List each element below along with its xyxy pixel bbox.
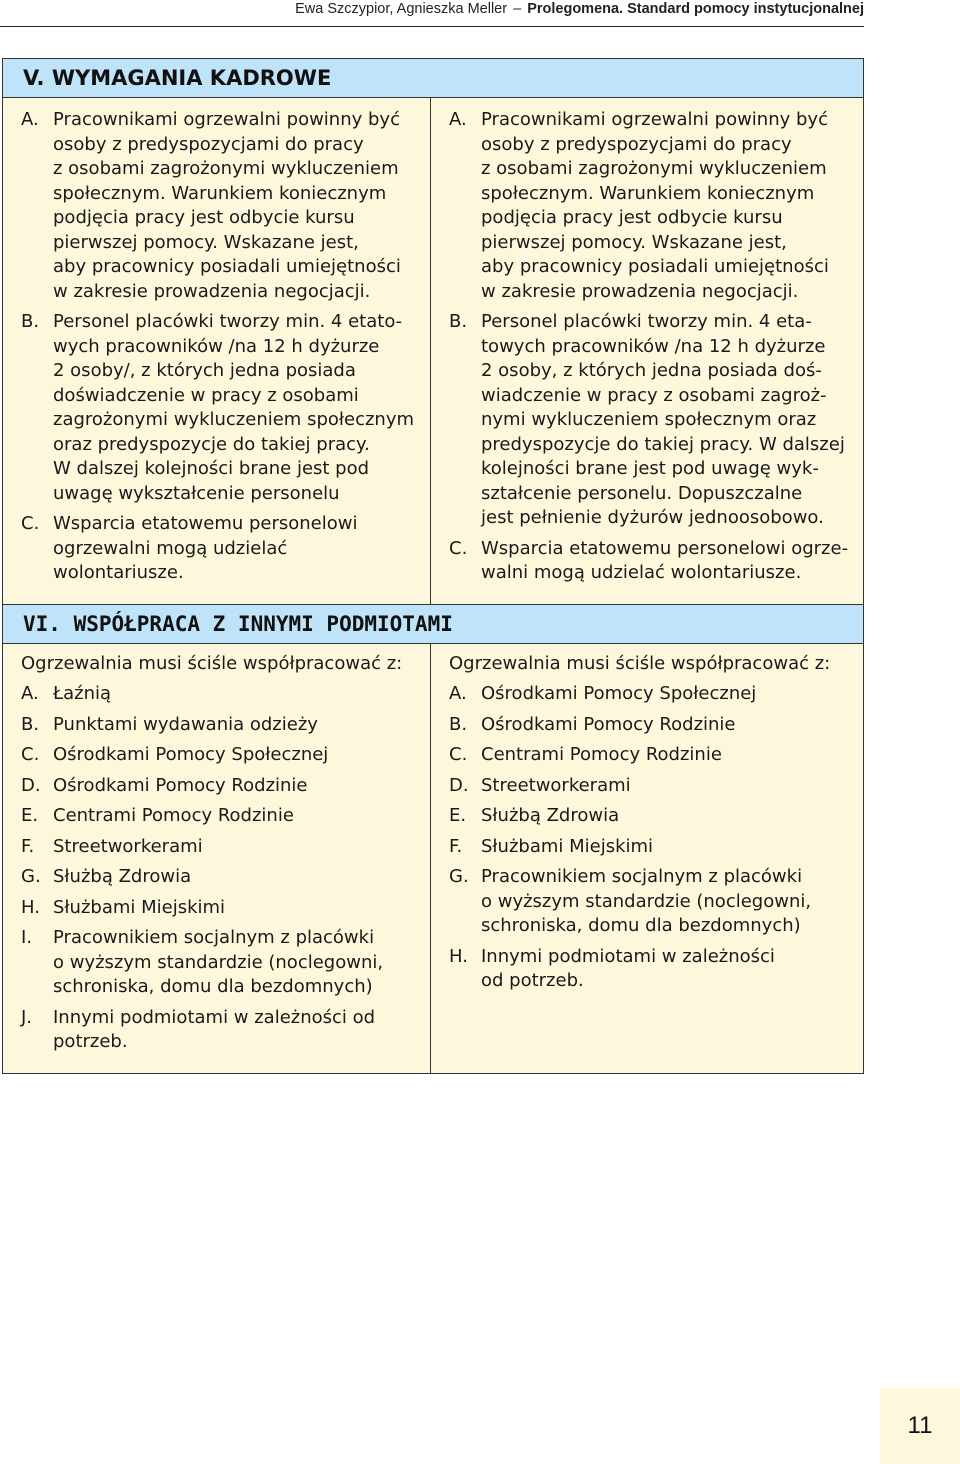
- list-item: [449, 713, 851, 738]
- item-text: Streetworkerami: [481, 774, 631, 796]
- item-text: Centrami Pomocy Rodzinie: [481, 744, 722, 765]
- list-item: [449, 865, 851, 939]
- header-separator: –: [513, 1, 522, 17]
- list-item: [21, 835, 420, 860]
- list-item: [21, 774, 420, 799]
- list-item: [21, 743, 420, 768]
- item-letter: H.: [449, 945, 468, 967]
- item-letter: C.: [21, 744, 40, 765]
- comparison-table: [2, 58, 864, 1074]
- list-item: [449, 835, 851, 860]
- page-number: 11: [907, 1412, 933, 1439]
- item-letter: A.: [449, 683, 467, 704]
- item-text: Ośrodkami Pomocy Społecznej: [53, 744, 329, 765]
- item-text: Innymi podmiotami w zależności od potrzeb.: [481, 945, 775, 991]
- item-text: Ośrodkami Pomocy Rodzinie: [53, 774, 308, 796]
- item-text: Wsparcia etatowemu personelowi ogrzewalni mogą udzielać wolontariusze.: [53, 513, 358, 583]
- cooperation-lead: Ogrzewalnia musi ściśle współpracować z:: [21, 652, 403, 674]
- section-vi-right-column: [431, 644, 861, 1073]
- item-text: Punktami wydawania odzieży: [53, 713, 318, 735]
- item-letter: E.: [21, 805, 39, 826]
- item-letter: H.: [21, 896, 40, 918]
- item-letter: C.: [21, 513, 40, 534]
- item-text: Służbami Miejskimi: [53, 896, 226, 918]
- item-text: Pracownikami ogrzewalni powinny być osoby z predyspozycjami do pracy z osobami zagrożonymi wykluczeniem społecznym. Warunkiem koniecznym podjęcia pracy jest odbycie kursu pierwszej pomocy. Wskazane jest, aby pracownicy posiadali umiejętności w zakresie prowadzenia negocjacji.: [53, 109, 401, 302]
- section-vi-heading: VI. WSPÓŁPRACA Z INNYMI PODMIOTAMI: [3, 604, 863, 644]
- list-item: [21, 804, 420, 829]
- item-letter: B.: [449, 713, 468, 735]
- item-text: Centrami Pomocy Rodzinie: [53, 805, 294, 826]
- item-letter: I.: [21, 927, 33, 948]
- item-letter: C.: [449, 537, 468, 559]
- item-text: Innymi podmiotami w zależności od potrzeb.: [53, 1006, 376, 1052]
- item-text: Służbą Zdrowia: [53, 866, 192, 887]
- item-letter: A.: [21, 683, 39, 704]
- running-header: [0, 0, 864, 27]
- item-letter: F.: [449, 835, 463, 857]
- item-letter: C.: [449, 744, 468, 765]
- header-title: Prolegomena. Standard pomocy instytucjonalnej: [527, 1, 864, 17]
- item-letter: J.: [21, 1006, 33, 1028]
- section-v-right-column: [431, 98, 861, 604]
- list-item: [21, 1006, 420, 1055]
- list-item: [21, 682, 420, 707]
- list-item: [21, 108, 420, 304]
- item-letter: B.: [21, 311, 40, 332]
- list-item: [449, 804, 851, 829]
- list-item: [21, 512, 420, 586]
- list-item: [449, 310, 851, 531]
- section-vi-row: [3, 644, 863, 1073]
- item-text: Personel placówki tworzy min. 4 etato- wych pracowników /na 12 h dyżurze 2 osoby/, z których jedna posiada doświadczenie w pracy z osobami zagrożonymi wykluczeniem społecznym oraz predyspozycje do takiej pracy. W dalszej kolejności brane jest pod uwagę wykształcenie personelu: [53, 311, 415, 504]
- list-item: [21, 310, 420, 506]
- section-v-row: [3, 98, 863, 604]
- cooperation-lead: Ogrzewalnia musi ściśle współpracować z:: [449, 652, 831, 674]
- section-vi-left-column: [3, 644, 431, 1073]
- section-v-left-column: [3, 98, 431, 604]
- list-item: [449, 945, 851, 994]
- list-item: [21, 896, 420, 921]
- section-v-heading: V. WYMAGANIA KADROWE: [3, 59, 863, 98]
- item-text: Łaźnią: [53, 683, 112, 704]
- list-item: [21, 926, 420, 1000]
- item-letter: B.: [449, 311, 468, 332]
- item-text: Pracownikami ogrzewalni powinny być osoby z predyspozycjami do pracy z osobami zagrożonymi wykluczeniem społecznym. Warunkiem koniecznym podjęcia pracy jest odbycie kursu pierwszej pomocy. Wskazane jest, aby pracownicy posiadali umiejętności w zakresie prowadzenia negocjacji.: [481, 109, 829, 302]
- item-text: Ośrodkami Pomocy Społecznej: [481, 683, 757, 704]
- item-letter: B.: [21, 713, 40, 735]
- list-item: [449, 682, 851, 707]
- header-authors: Ewa Szczypior, Agnieszka Meller: [295, 1, 508, 17]
- item-text: Streetworkerami: [53, 835, 203, 857]
- item-text: Wsparcia etatowemu personelowi ogrze- walni mogą udzielać wolontariusze.: [481, 537, 849, 583]
- item-letter: E.: [449, 805, 467, 826]
- item-text: Pracownikiem socjalnym z placówki o wyższym standardzie (noclegowni, schroniska, domu dla bezdomnych): [53, 927, 384, 997]
- item-text: Ośrodkami Pomocy Rodzinie: [481, 713, 736, 735]
- item-letter: D.: [449, 774, 469, 796]
- item-text: Personel placówki tworzy min. 4 eta- towych pracowników /na 12 h dyżurze 2 osoby, z których jedna posiada doś- wiadczenie w pracy z osobami zagroż- nymi wykluczeniem społecznym oraz predyspozycje do takiej pracy. W dalszej kolejności brane jest pod uwagę wyk- ształcenie personelu. Dopuszczalne jest pełnienie dyżurów jednoosobowo.: [481, 311, 845, 528]
- item-letter: A.: [449, 109, 467, 130]
- list-item: [449, 774, 851, 799]
- item-text: Służbami Miejskimi: [481, 835, 654, 857]
- list-item: [449, 743, 851, 768]
- list-item: [21, 865, 420, 890]
- item-letter: D.: [21, 774, 41, 796]
- page-number-box: [880, 1388, 960, 1464]
- item-letter: G.: [21, 866, 41, 887]
- item-letter: A.: [21, 109, 39, 130]
- list-item: [449, 537, 851, 586]
- list-item: [21, 713, 420, 738]
- list-item: [449, 108, 851, 304]
- item-letter: G.: [449, 866, 469, 887]
- item-text: Służbą Zdrowia: [481, 805, 620, 826]
- item-letter: F.: [21, 835, 35, 857]
- item-text: Pracownikiem socjalnym z placówki o wyższym standardzie (noclegowni, schroniska, domu dla bezdomnych): [481, 866, 812, 936]
